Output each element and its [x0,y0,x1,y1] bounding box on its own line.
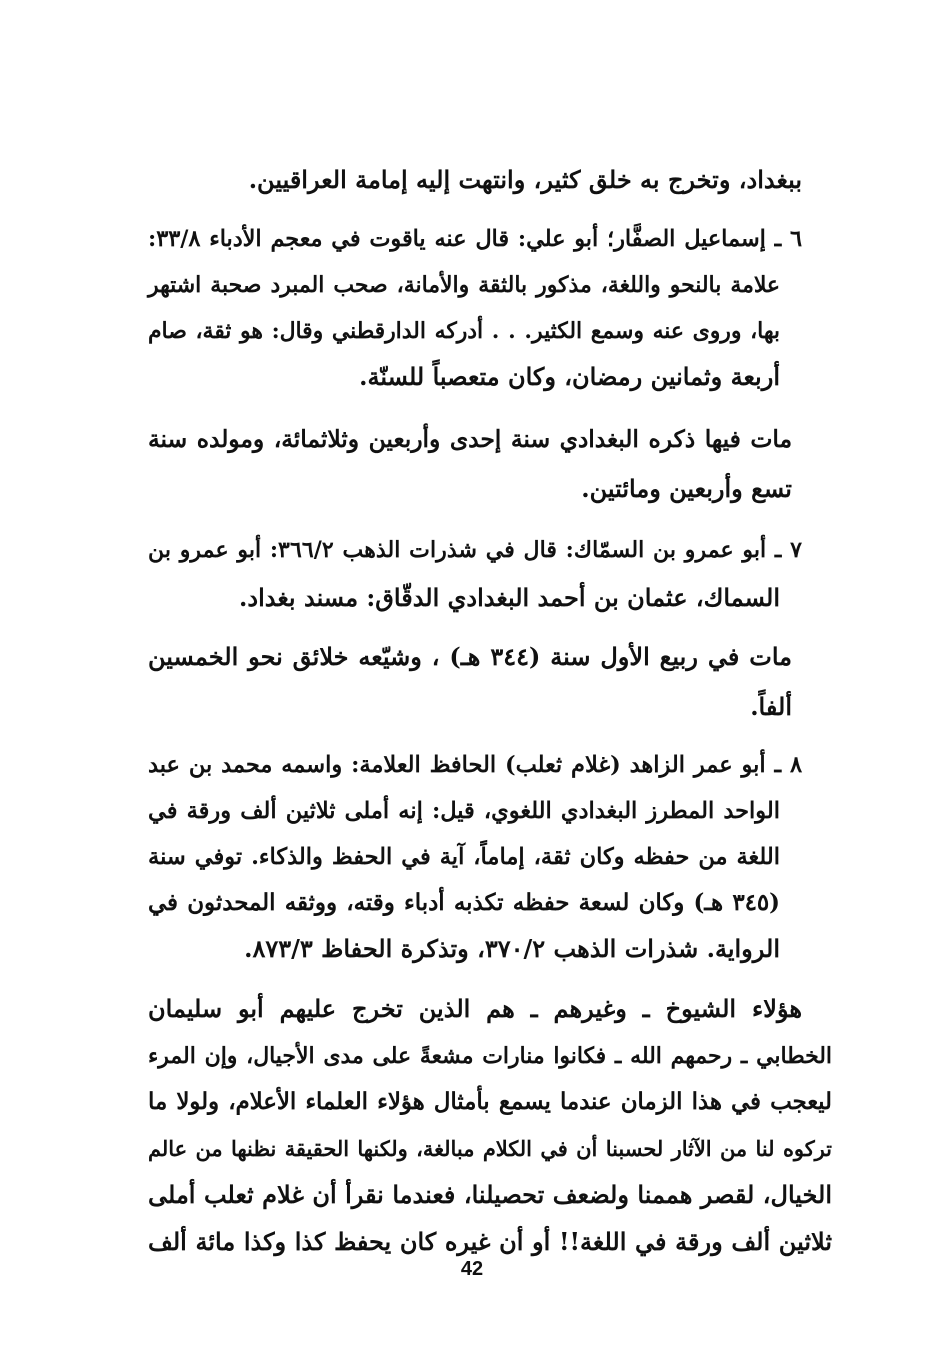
entry-7-note-line: مات في ربيع الأول سنة (٣٤٤ هـ) ، وشيّعه خلائق نحو الخمسين [148,642,792,671]
entry-6-note [148,414,792,514]
closing-line: الخيال، لقصر هممنا ولضعف تحصيلنا، فعندما نقرأ أن غلام ثعلب أملى [148,1180,832,1209]
page-number: 42 [460,1258,484,1280]
closing-line: ليعجب في هذا الزمان عندما يسمع بأمثال هؤلاء العلماء الأعلام، ولولا ما [148,1089,832,1115]
entry-8-line: الرواية. شذرات الذهب ٣٧٠/٢، وتذكرة الحفاظ ٨٧٣/٣. [244,934,780,963]
entry-6-line: علامة بالنحو واللغة، مذكور بالثقة والأمانة، صحب المبرد صحبة اشتهر [148,272,780,298]
entry-8-line: (٣٤٥ هـ) وكان لسعة حفظه تكذبه أدباء وقته، ووثقه المحدثون في [148,890,780,916]
entry-6-note-line: تسع وأربعين ومائتين. [581,474,792,503]
closing-line: تركوه لنا من الآثار لحسبنا أن في الكلام مبالغة، ولكنها الحقيقة نظنها من عالم [148,1135,832,1161]
entry-8 [148,742,802,972]
entry-8-line: ٨ ـ أبو عمر الزاهد (غلام ثعلب) الحافظ العلامة: واسمه محمد بن عبد [148,752,802,778]
entry-6-line: ٦ ـ إسماعيل الصفَّار؛ أبو علي: قال عنه ياقوت في معجم الأدباء ٣٣/٨: [148,226,802,252]
entry-7-note-line: ألفاً. [750,692,792,721]
closing-line: هؤلاء الشيوخ ـ وغيرهم ـ هم الذين تخرج عليهم أبو سليمان [148,994,802,1023]
entry-6-line: أربعة وثمانين رمضان، وكان متعصباً للسنّة. [359,362,780,391]
entry-6-note-line: مات فيها ذكره البغدادي سنة إحدى وأربعين وثلاثمائة، ومولده سنة [148,425,792,453]
entry-6 [148,216,802,400]
entry-7 [148,526,802,622]
entry-7-line: السماك، عثمان بن أحمد البغدادي الدقّاق: مسند بغداد. [239,583,780,612]
closing-line: الخطابي ـ رحمهم الله ـ فكانوا منارات مشعةً على مدى الأجيال، وإن المرء [148,1042,832,1069]
closing-paragraph [148,986,832,1265]
intro-line: ببغداد، وتخرج به خلق كثير، وانتهت إليه إمامة العراقيين. [248,165,802,194]
intro-paragraph [192,154,802,206]
entry-8-line: اللغة من حفظه وكان ثقة، إماماً، آية في الحفظ والذكاء. توفي سنة [148,844,780,870]
closing-line: ثلاثين ألف ورقة في اللغة!! أو أن غيره كان يحفظ كذا وكذا مائة ألف [148,1226,832,1256]
entry-7-note [148,632,792,732]
entry-8-line: الواحد المطرز البغدادي اللغوي، قيل: إنه أملى ثلاثين ألف ورقة في [148,798,780,824]
entry-6-line: بها، وروى عنه وسمع الكثير. . . أدركه الدارقطني وقال: هو ثقة، صام [148,318,780,344]
entry-7-line: ٧ ـ أبو عمرو بن السمّاك: قال في شذرات الذهب ٣٦٦/٢: أبو عمرو بن [148,537,802,563]
